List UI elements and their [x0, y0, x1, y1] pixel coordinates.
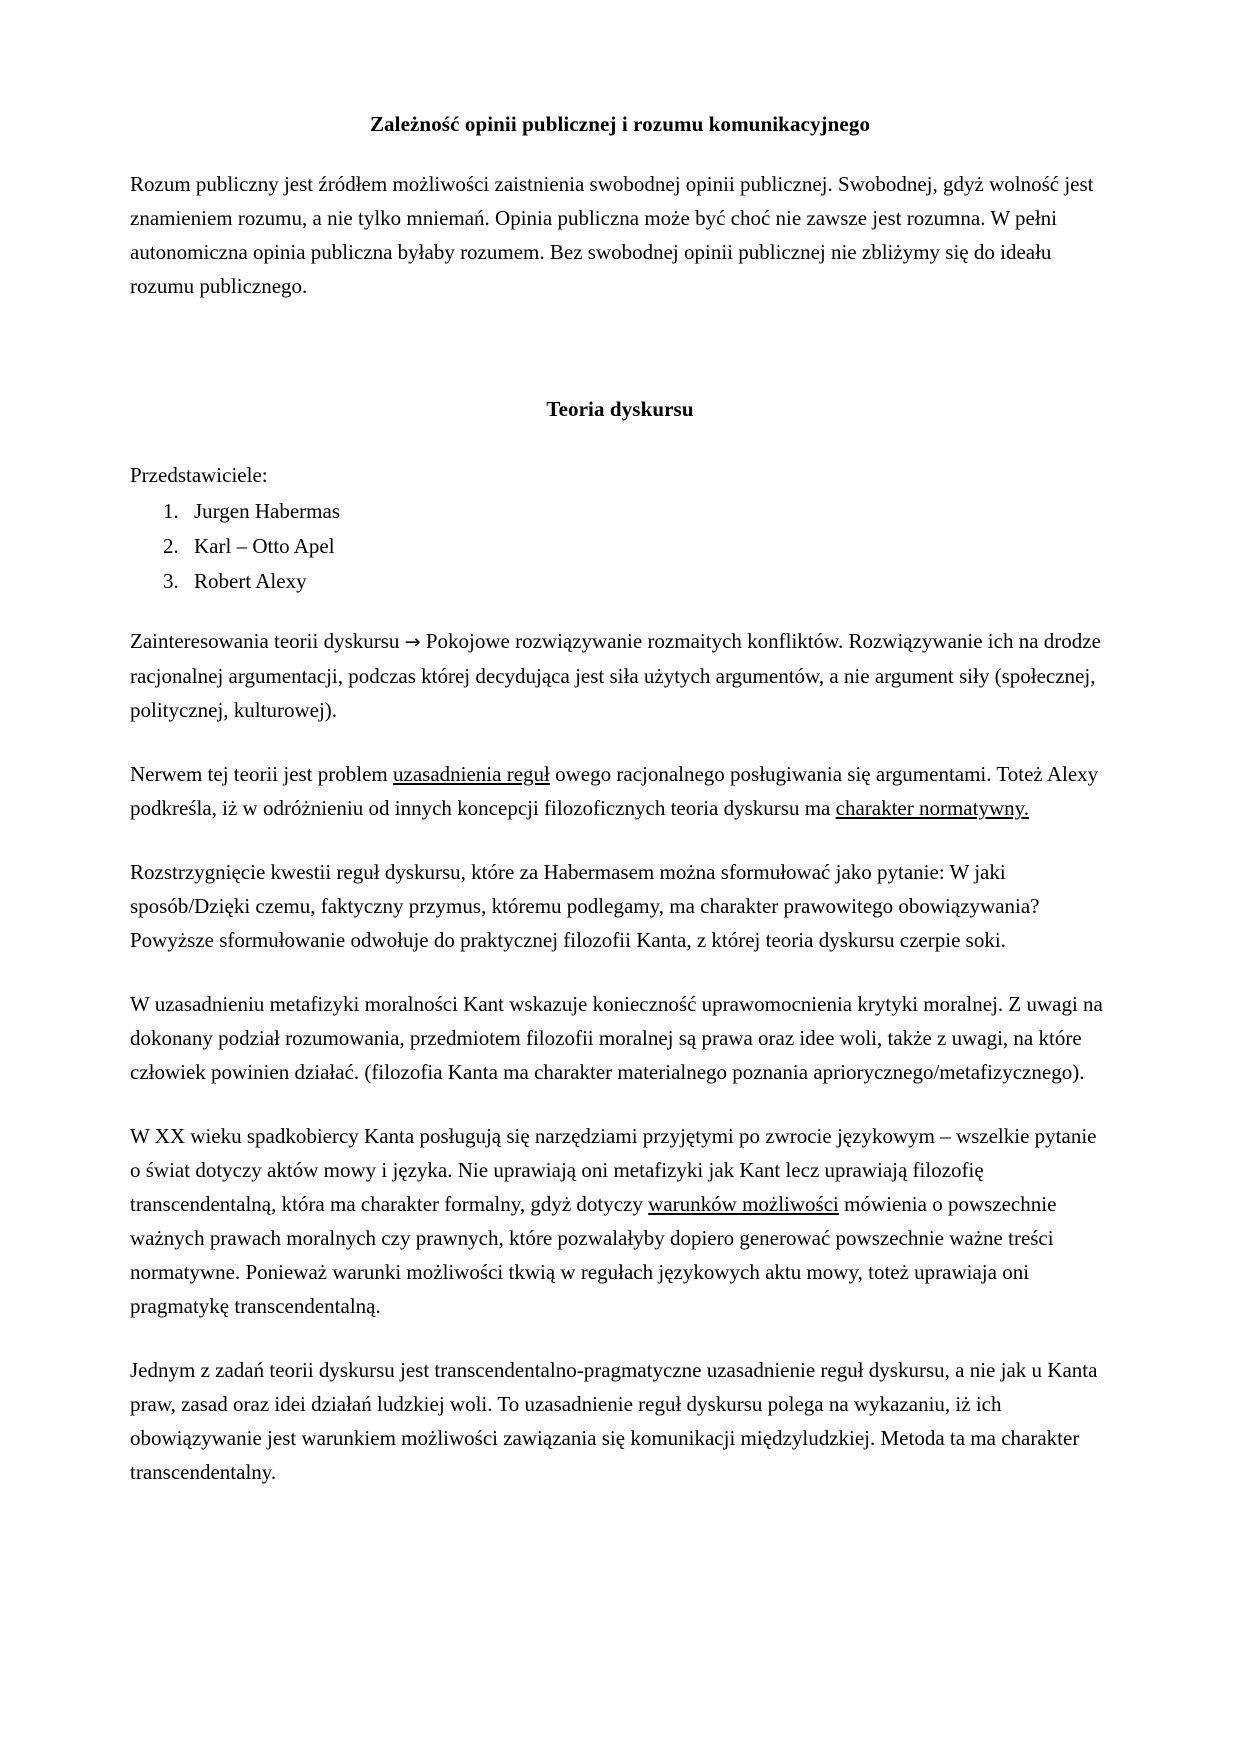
representatives-list [130, 494, 1110, 598]
xx-underline-1: warunków możliwości [648, 1192, 839, 1216]
list-item: 3. Robert Alexy [184, 564, 1110, 598]
core-underline-2: charakter normatywny. [835, 796, 1030, 820]
xx-text-2: mówienia o powszechnie ważnych prawach moralnych czy prawnych, które pozwalałyby dopiero generować powszechnie ważne treści normatywne. Ponieważ warunki możliwości tkwią w regułach językowych aktu mowy, toteż uprawiaja oni pragmatykę transcendentalną. [130, 1192, 1057, 1318]
representatives-label: Przedstawiciele: [130, 463, 268, 487]
core-text-1: Nerwem tej teorii jest problem [130, 762, 394, 786]
core-text-2: owego racjonalnego posługiwania się argumentami. Toteż Alexy podkreśla, iż w odróżnieniu od innych koncepcji filozoficznych teoria dyskursu ma [130, 762, 1099, 820]
interests-text-post: Pokojowe rozwiązywanie rozmaitych konfliktów. Rozwiązywanie ich na drodze racjonalnej argumentacji, podczas której decydująca jest siła użytych argumentów, a nie argument siły (społecznej, politycznej, kulturowej). [130, 629, 1101, 722]
xx-text-1: W XX wieku spadkobiercy Kanta posługują się narzędziami przyjętymi po zwrocie językowym – wszelkie pytanie o świat dotyczy aktów mowy i języka. Nie uprawiają oni metafizyki jak Kant lecz uprawiają filozofię transcendentalną, która ma charakter formalny, gdyż dotyczy [130, 1124, 1097, 1216]
twentieth-century-paragraph [130, 1119, 1110, 1323]
core-paragraph [130, 757, 1110, 825]
page-title: Zależność opinii publicznej i rozumu komunikacyjnego [369, 112, 871, 136]
document-body [130, 112, 1110, 1489]
right-arrow-icon: → [404, 631, 421, 653]
rules-paragraph: Rozstrzygnięcie kwestii reguł dyskursu, które za Habermasem można sformułować jako pytanie: W jaki sposób/Dzięki czemu, faktyczny przymus, któremu podlegamy, ma charakter prawowitego obowiązywania? Powyższe sformułowanie odwołuje do praktycznej filozofii Kanta, z której teoria dyskursu czerpie soki. [130, 860, 1040, 952]
heading-spacer [130, 422, 1110, 458]
list-item: 2. Karl – Otto Apel [184, 529, 1110, 563]
section-title-discourse-theory: Teoria dyskursu [546, 397, 694, 421]
interests-paragraph [130, 624, 1110, 727]
core-underline-1: uzasadnienia reguł [393, 762, 550, 786]
tasks-paragraph: Jednym z zadań teorii dyskursu jest transcendentalno-pragmatyczne uzasadnienie reguł dyskursu, a nie jak u Kanta praw, zasad oraz idei działań ludzkiej woli. To uzasadnienie reguł dyskursu polega na wykazaniu, iż ich obowiązywanie jest warunkiem możliwości zawiązania się komunikacji międzyludzkiej. Metoda ta ma charakter transcendentalny. [130, 1358, 1098, 1484]
interests-text-pre: Zainteresowania teorii dyskursu [130, 629, 400, 653]
kant-paragraph: W uzasadnieniu metafizyki moralności Kant wskazuje konieczność uprawomocnienia krytyki moralnej. Z uwagi na dokonany podział rozumowania, przedmiotem filozofii moralnej są prawa oraz idee woli, także z uwagi, na które człowiek powinien działać. (filozofia Kanta ma charakter materialnego poznania apriorycznego/metafizycznego). [130, 992, 1103, 1084]
intro-paragraph: Rozum publiczny jest źródłem możliwości zaistnienia swobodnej opinii publicznej. Swobodnej, gdyż wolność jest znamieniem rozumu, a nie tylko mniemań. Opinia publiczna może być choć nie zawsze jest rozumna. W pełni autonomiczna opinia publiczna byłaby rozumem. Bez swobodnej opinii publicznej nie zbliżymy się do ideału rozumu publicznego. [130, 172, 1094, 298]
section-heading-block [130, 112, 1110, 137]
section-spacer [130, 333, 1110, 397]
list-item: 1. Jurgen Habermas [184, 494, 1110, 528]
